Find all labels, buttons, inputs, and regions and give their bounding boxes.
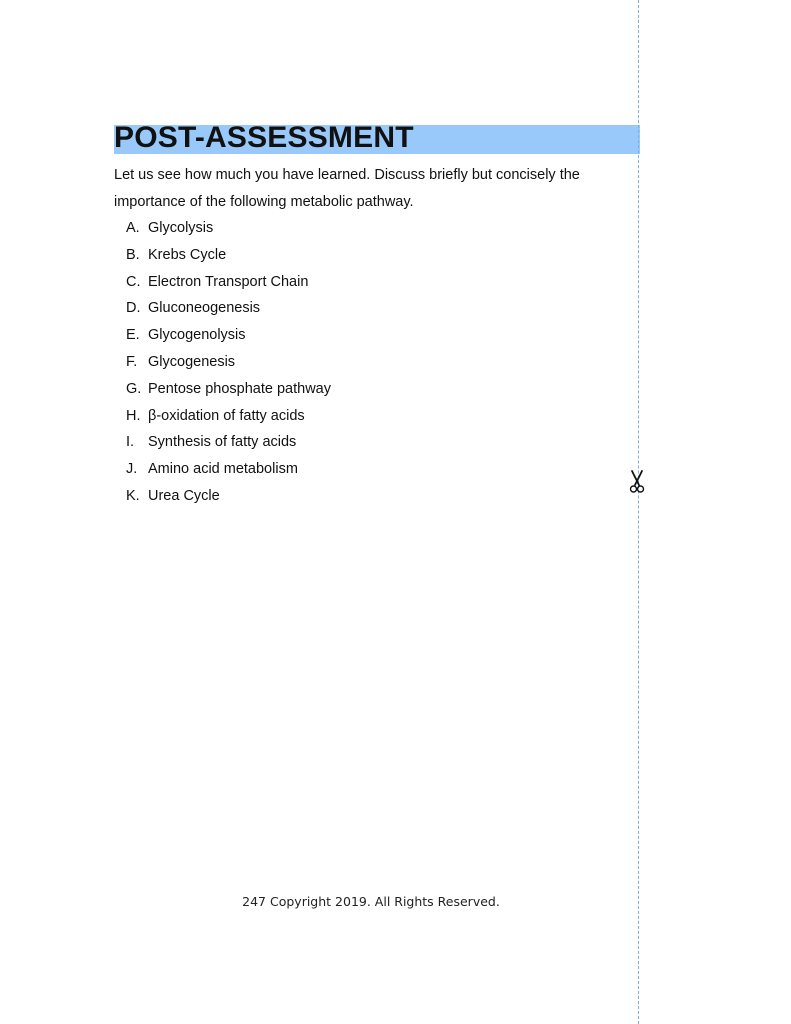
list-item <box>114 215 331 242</box>
item-text: Gluconeogenesis <box>148 300 261 317</box>
item-text: Glycogenesis <box>148 353 236 370</box>
item-letter: E. <box>126 327 140 344</box>
list-item <box>114 483 331 510</box>
list-item <box>114 403 331 430</box>
item-text: Pentose phosphate pathway <box>148 380 331 397</box>
item-letter: J. <box>126 461 138 478</box>
instructions-paragraph: Let us see how much you have learned. Discuss briefly but concisely the importance of the following metabolic pathway. <box>114 167 580 210</box>
item-letter: I. <box>126 434 135 451</box>
item-text: Synthesis of fatty acids <box>148 434 297 451</box>
item-text: Amino acid metabolism <box>148 461 298 478</box>
item-letter: G. <box>126 380 142 397</box>
item-text: Glycogenolysis <box>148 327 246 344</box>
item-letter: A. <box>126 220 140 236</box>
list-item <box>114 376 331 403</box>
item-text: Krebs Cycle <box>148 246 227 263</box>
list-item <box>114 269 331 296</box>
item-letter: D. <box>126 300 141 317</box>
cut-line <box>638 0 639 1024</box>
page-title: POST-ASSESSMENT <box>114 121 414 154</box>
item-letter: H. <box>126 407 141 424</box>
item-letter: B. <box>126 246 140 263</box>
pathway-list <box>114 215 331 510</box>
item-letter: F. <box>126 353 138 370</box>
item-letter: K. <box>126 487 140 504</box>
list-item <box>114 349 331 376</box>
page-footer: 247 Copyright 2019. All Rights Reserved. <box>242 894 500 909</box>
scissors-icon <box>628 470 646 494</box>
list-item <box>114 456 331 483</box>
item-text: β-oxidation of fatty acids <box>148 407 305 424</box>
item-text: Electron Transport Chain <box>148 273 309 290</box>
item-letter: C. <box>126 273 141 290</box>
list-item <box>114 242 331 269</box>
list-item <box>114 429 331 456</box>
item-text: Glycolysis <box>148 220 214 236</box>
item-text: Urea Cycle <box>148 487 220 504</box>
list-item <box>114 295 331 322</box>
list-item <box>114 322 331 349</box>
